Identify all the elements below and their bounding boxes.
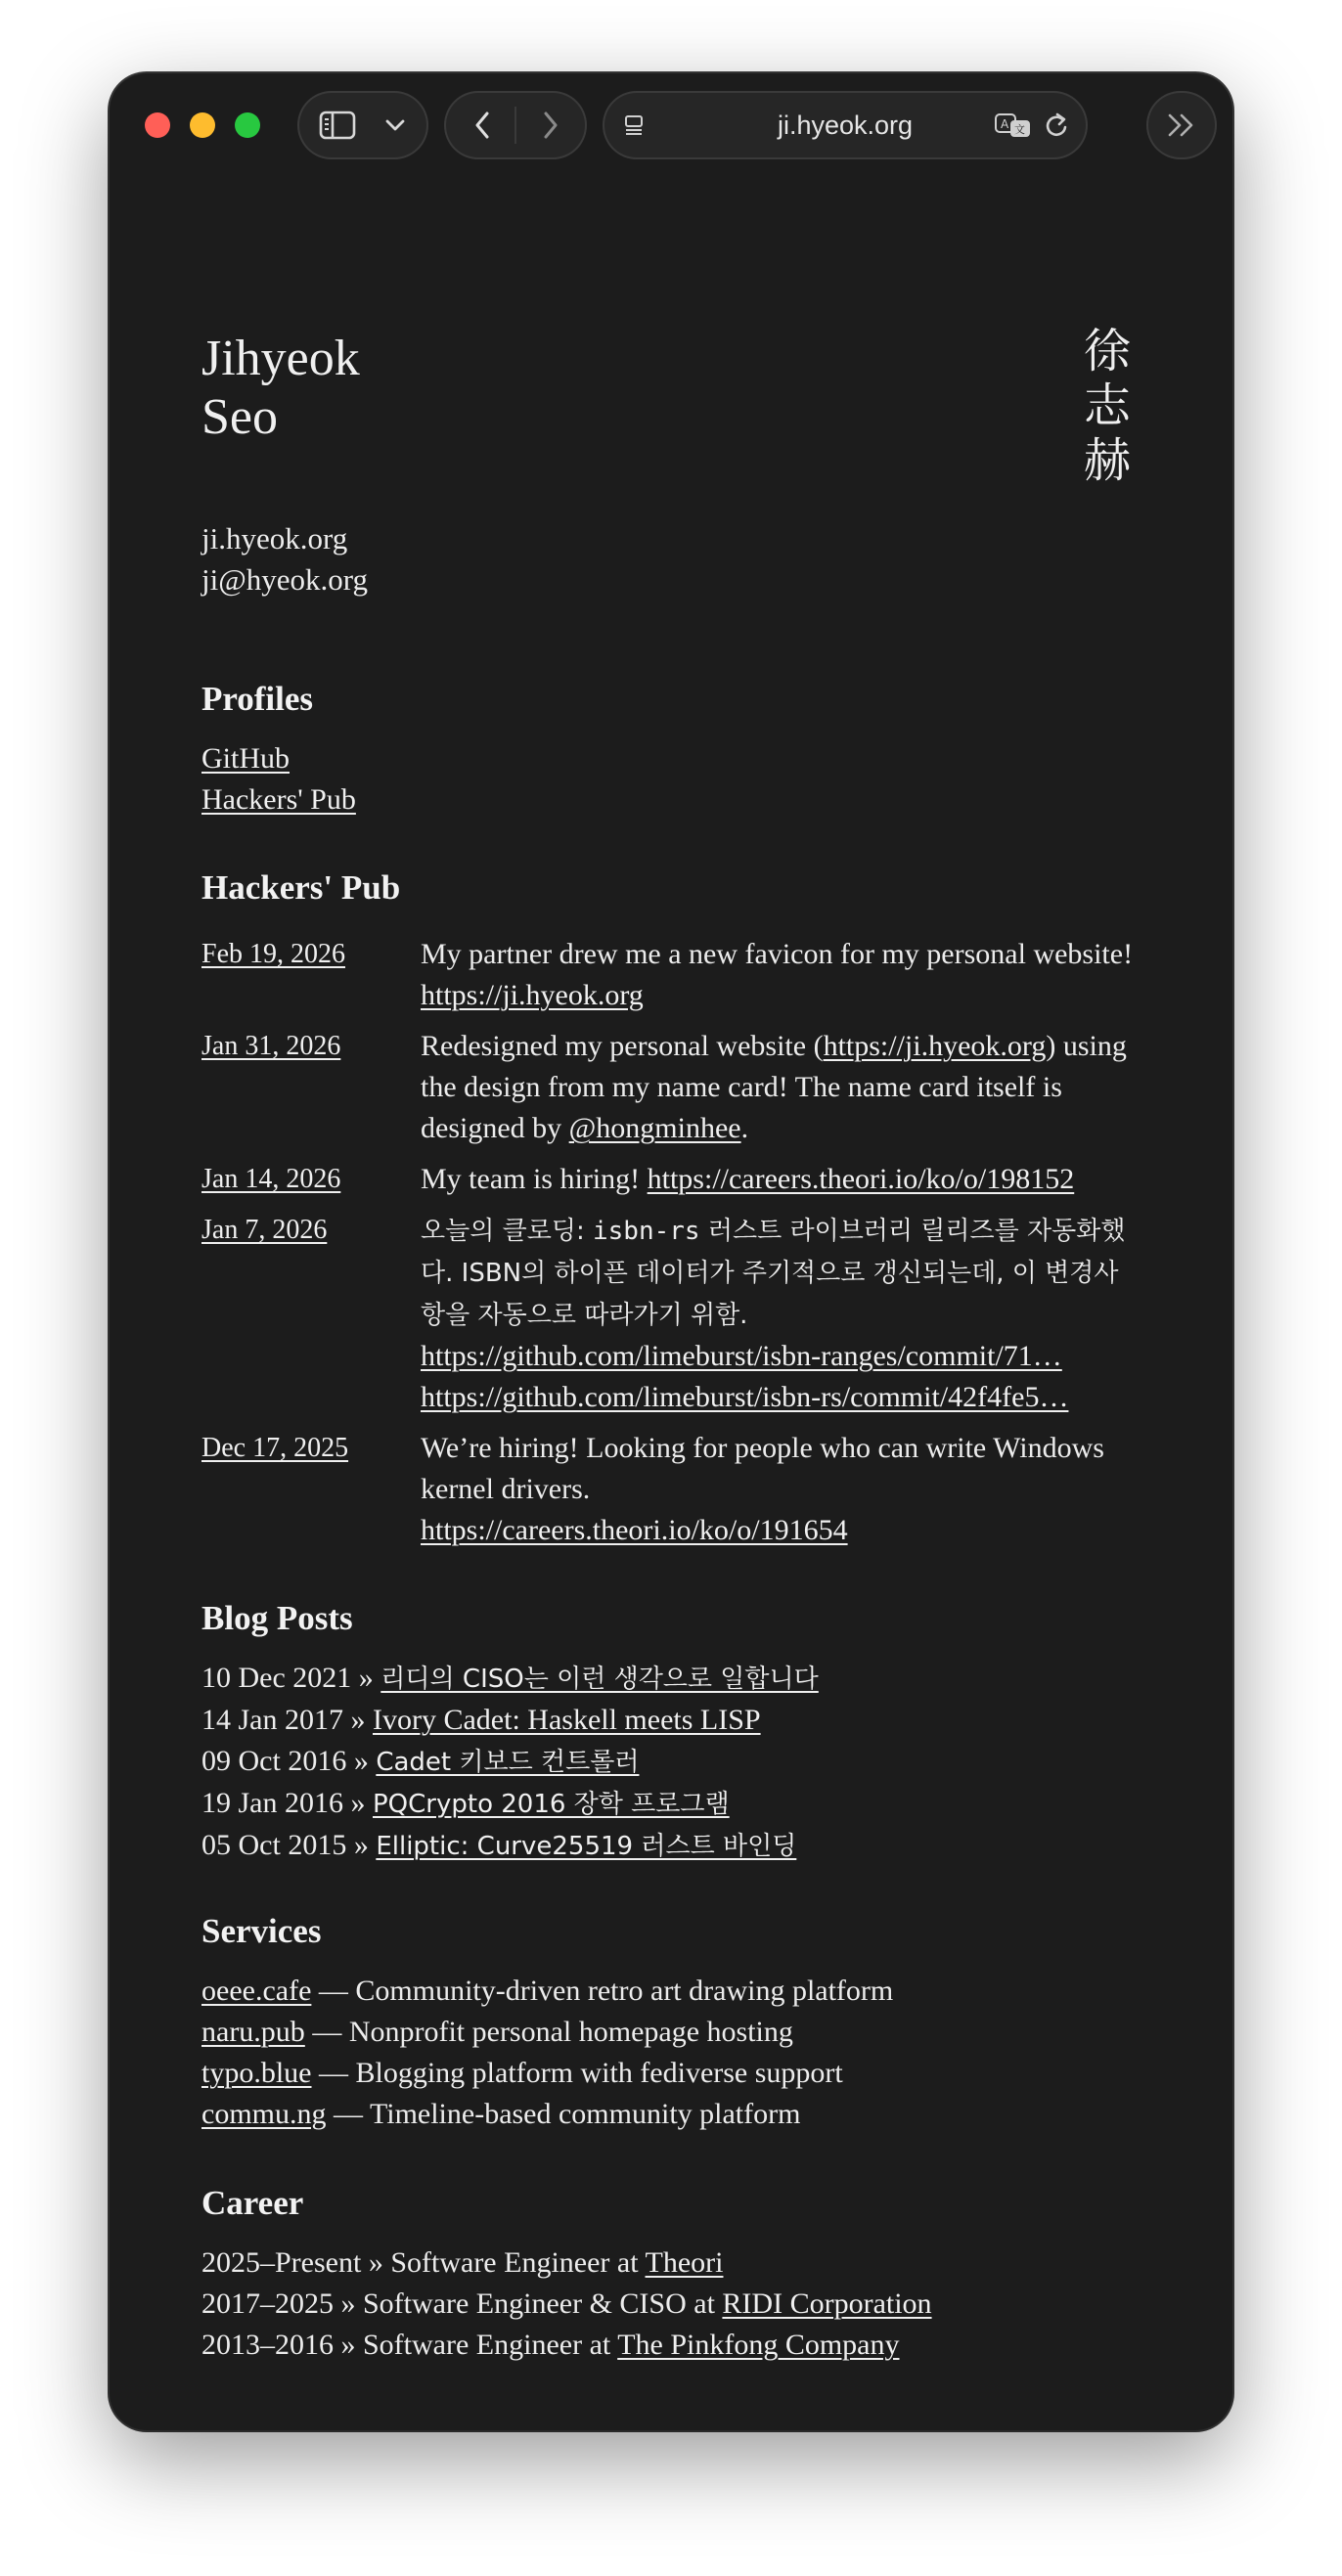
feed-text: My partner drew me a new favicon for my personal website! [421, 938, 1134, 970]
blog-date: 19 Jan 2016 [201, 1787, 343, 1819]
career-list [201, 2243, 932, 2366]
service-link[interactable]: oeee.cafe [201, 1975, 312, 2007]
blog-date: 09 Oct 2016 [201, 1745, 347, 1777]
service-desc: — Timeline-based community platform [326, 2098, 801, 2130]
feed-date-link[interactable]: Jan 7, 2026 [201, 1215, 328, 1245]
feed-item [201, 1428, 1141, 1551]
feed-item [201, 1026, 1141, 1149]
hanja-char: 徐 [1083, 324, 1131, 378]
career-org-link[interactable]: The Pinkfong Company [617, 2329, 900, 2361]
service-desc: — Nonprofit personal homepage hosting [304, 2016, 793, 2048]
list-item [201, 1825, 819, 1867]
feed-text: We’re hiring! Looking for people who can write Windows kernel drivers. [421, 1432, 1104, 1505]
feed-text: . [740, 1112, 749, 1144]
profile-link-hackers-pub[interactable]: Hackers' Pub [201, 783, 356, 816]
hackers-pub-heading: Hackers' Pub [201, 868, 401, 907]
extensions-group [1146, 91, 1217, 159]
feed-text: My team is hiring! [421, 1163, 648, 1195]
maximize-window-button[interactable] [235, 112, 260, 138]
profile-link-github[interactable]: GitHub [201, 742, 290, 775]
minimize-window-button[interactable] [190, 112, 215, 138]
separator: » [346, 1745, 377, 1777]
first-name: Jihyeok [201, 331, 360, 386]
blog-post-link[interactable]: Ivory Cadet: Haskell meets LISP [373, 1704, 761, 1736]
blog-list [201, 1658, 819, 1867]
navigation-group [444, 91, 587, 159]
feed-link[interactable]: https://ji.hyeok.org [823, 1030, 1047, 1062]
nav-separator [514, 107, 516, 144]
service-link[interactable]: typo.blue [201, 2057, 312, 2089]
close-window-button[interactable] [145, 112, 170, 138]
hanja-char: 志 [1083, 378, 1131, 433]
feed-link[interactable]: https://github.com/limeburst/isbn-ranges/commit/71… [421, 1340, 1062, 1372]
career-period: 2025–Present [201, 2246, 362, 2279]
feed-item [201, 934, 1141, 1016]
feed-text: ) using the design from my name card! The name card itself is designed by [421, 1030, 1127, 1144]
last-name: Seo [201, 389, 278, 445]
feed-text: 오늘의 클로딩: [421, 1217, 593, 1246]
page-title [201, 330, 360, 447]
profiles-list [201, 738, 356, 821]
back-icon[interactable] [460, 91, 505, 159]
address-bar[interactable] [603, 91, 1088, 159]
feed-link[interactable]: https://ji.hyeok.org [421, 979, 644, 1011]
feed-date-link[interactable]: Dec 17, 2025 [201, 1433, 349, 1463]
blog-date: 05 Oct 2015 [201, 1829, 347, 1861]
hackers-pub-feed [201, 934, 1141, 1561]
blog-post-link[interactable]: 리디의 CISO는 이런 생각으로 일합니다 [380, 1665, 819, 1694]
feed-item [201, 1159, 1141, 1200]
list-item [201, 2243, 932, 2284]
list-item [201, 2094, 893, 2135]
list-item [201, 2284, 932, 2325]
hanja-name [1078, 324, 1137, 488]
blog-post-link[interactable]: Elliptic: Curve25519 러스트 바인딩 [376, 1832, 797, 1861]
translate-icon[interactable] [992, 91, 1035, 159]
feed-code: isbn-rs [593, 1217, 700, 1246]
feed-date-link[interactable]: Feb 19, 2026 [201, 939, 345, 969]
career-heading: Career [201, 2184, 304, 2222]
list-item [201, 1658, 819, 1700]
separator: » [346, 1829, 377, 1861]
feed-text: Redesigned my personal website ( [421, 1030, 824, 1062]
list-item [201, 1783, 819, 1825]
list-item [201, 2053, 893, 2094]
blog-post-link[interactable]: Cadet 키보드 컨트롤러 [376, 1748, 640, 1777]
service-desc: — Community-driven retro art drawing platform [311, 1975, 894, 2007]
profiles-heading: Profiles [201, 680, 314, 718]
url-text[interactable]: ji.hyeok.org [777, 111, 914, 140]
service-link[interactable]: commu.ng [201, 2098, 327, 2130]
browser-toolbar [110, 73, 1232, 181]
blog-date: 10 Dec 2021 [201, 1662, 352, 1694]
blog-heading: Blog Posts [201, 1599, 353, 1637]
browser-window [110, 73, 1232, 2430]
feed-mention-link[interactable]: @hongminhee [568, 1112, 741, 1144]
extensions-icon[interactable] [1146, 91, 1217, 159]
sidebar-toggle-group [297, 91, 428, 159]
feed-date-link[interactable]: Jan 14, 2026 [201, 1164, 341, 1194]
career-org-link[interactable]: RIDI Corporation [722, 2287, 932, 2320]
feed-text: 러스트 라이브러리 릴리즈를 자동화했다. ISBN의 하이픈 데이터가 주기적으로 갱신되는데, 이 변경사항을 자동으로 따라가기 위함. [421, 1217, 1126, 1330]
hanja-char: 赫 [1083, 433, 1131, 488]
feed-link[interactable]: https://careers.theori.io/ko/o/198152 [647, 1163, 1075, 1195]
chevron-down-icon[interactable] [376, 91, 415, 159]
forward-icon[interactable] [528, 91, 573, 159]
separator: » [343, 1787, 373, 1819]
list-item [201, 1741, 819, 1783]
list-item [201, 1700, 819, 1741]
blog-post-link[interactable]: PQCrypto 2016 장학 프로그램 [373, 1790, 730, 1819]
service-desc: — Blogging platform with fediverse support [311, 2057, 843, 2089]
career-org-link[interactable]: Theori [645, 2246, 724, 2279]
career-role: » Software Engineer at [361, 2246, 646, 2279]
career-role: » Software Engineer & CISO at [334, 2287, 723, 2320]
sidebar-icon[interactable] [315, 91, 360, 159]
career-period: 2013–2016 [201, 2329, 334, 2361]
feed-date-link[interactable]: Jan 31, 2026 [201, 1031, 341, 1061]
feed-link[interactable]: https://careers.theori.io/ko/o/191654 [421, 1514, 848, 1546]
career-period: 2017–2025 [201, 2287, 334, 2320]
services-list [201, 1971, 893, 2135]
contact-email: ji@hyeok.org [201, 562, 369, 597]
contact-site: ji.hyeok.org [201, 521, 348, 555]
list-item [201, 2325, 932, 2366]
blog-date: 14 Jan 2017 [201, 1704, 343, 1736]
svg-text:A: A [1001, 117, 1009, 131]
separator: » [343, 1704, 373, 1736]
contact-block [201, 518, 368, 600]
list-item [201, 1971, 893, 2012]
svg-text:文: 文 [1014, 123, 1025, 136]
services-heading: Services [201, 1912, 322, 1950]
reload-icon[interactable] [1037, 91, 1076, 159]
service-link[interactable]: naru.pub [201, 2016, 305, 2048]
feed-item [201, 1210, 1141, 1418]
list-item [201, 2012, 893, 2053]
feed-link[interactable]: https://github.com/limeburst/isbn-rs/commit/42f4fe5… [421, 1381, 1069, 1413]
career-role: » Software Engineer at [334, 2329, 618, 2361]
separator: » [351, 1662, 381, 1694]
